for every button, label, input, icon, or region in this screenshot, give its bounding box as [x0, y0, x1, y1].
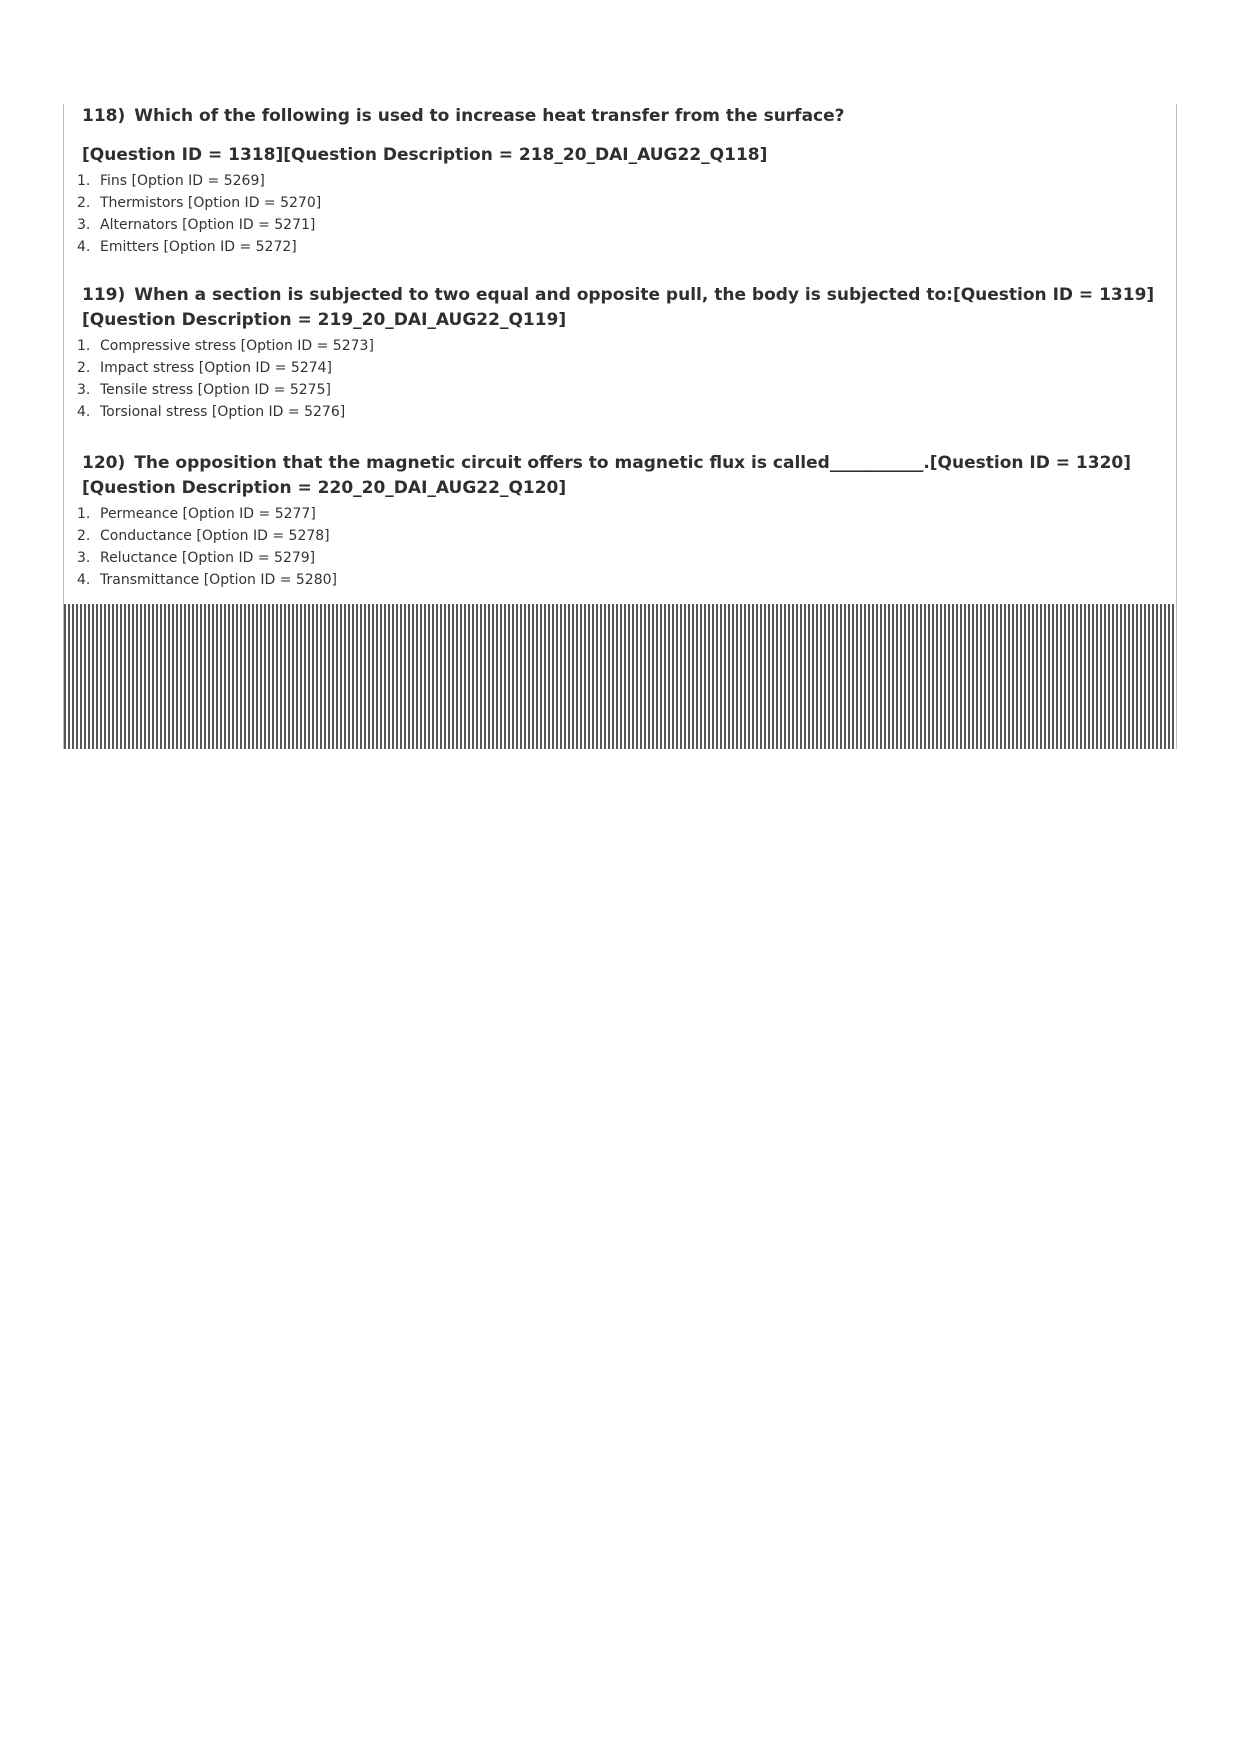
option-text: Permeance [Option ID = 5277] [100, 506, 316, 522]
option-number: 1. [77, 506, 91, 522]
barcode-strip [64, 604, 1176, 749]
option-text: Thermistors [Option ID = 5270] [100, 195, 322, 211]
option-item [77, 503, 1178, 525]
option-text: Fins [Option ID = 5269] [100, 173, 265, 189]
option-text: Reluctance [Option ID = 5279] [100, 550, 316, 566]
option-item [77, 214, 1178, 236]
option-number: 4. [77, 239, 91, 255]
question-meta: [Question ID = 1318][Question Description = 218_20_DAI_AUG22_Q118] [82, 145, 768, 165]
option-number: 1. [77, 173, 91, 189]
option-item [77, 525, 1178, 547]
question-number: 119) [82, 285, 126, 305]
option-number: 2. [77, 528, 91, 544]
option-text: Transmittance [Option ID = 5280] [100, 572, 337, 588]
option-number: 2. [77, 360, 91, 376]
option-item [77, 192, 1178, 214]
option-item [77, 170, 1178, 192]
option-text: Compressive stress [Option ID = 5273] [100, 338, 374, 354]
option-list [64, 335, 1178, 423]
option-text: Torsional stress [Option ID = 5276] [100, 404, 346, 420]
question-119 [64, 283, 1178, 423]
option-number: 4. [77, 572, 91, 588]
option-item [77, 379, 1178, 401]
question-120 [64, 451, 1178, 591]
option-item [77, 569, 1178, 591]
question-text: When a section is subjected to two equal and opposite pull, the body is subjected to:[Question ID = 1319][Question Description = 219_20_DAI_AUG22_Q119] [82, 285, 1155, 330]
option-item [77, 357, 1178, 379]
question-paper-frame [63, 104, 1177, 749]
option-number: 3. [77, 217, 91, 233]
option-number: 1. [77, 338, 91, 354]
question-text: Which of the following is used to increase heat transfer from the surface? [134, 106, 845, 126]
question-heading [64, 283, 1178, 333]
question-text: The opposition that the magnetic circuit offers to magnetic flux is called___________.[Question ID = 1320][Question Description = 220_20_DAI_AUG22_Q120] [82, 453, 1132, 498]
question-118 [64, 104, 1178, 258]
option-text: Conductance [Option ID = 5278] [100, 528, 330, 544]
option-text: Emitters [Option ID = 5272] [100, 239, 297, 255]
question-heading [64, 451, 1178, 501]
question-heading [64, 104, 1178, 129]
option-list [64, 503, 1178, 591]
option-number: 2. [77, 195, 91, 211]
option-item [77, 236, 1178, 258]
option-item [77, 547, 1178, 569]
option-item [77, 335, 1178, 357]
option-item [77, 401, 1178, 423]
question-number: 118) [82, 106, 126, 126]
option-list [64, 170, 1178, 258]
option-number: 4. [77, 404, 91, 420]
option-number: 3. [77, 550, 91, 566]
option-number: 3. [77, 382, 91, 398]
option-text: Alternators [Option ID = 5271] [100, 217, 316, 233]
question-number: 120) [82, 453, 126, 473]
option-text: Impact stress [Option ID = 5274] [100, 360, 333, 376]
option-text: Tensile stress [Option ID = 5275] [100, 382, 331, 398]
